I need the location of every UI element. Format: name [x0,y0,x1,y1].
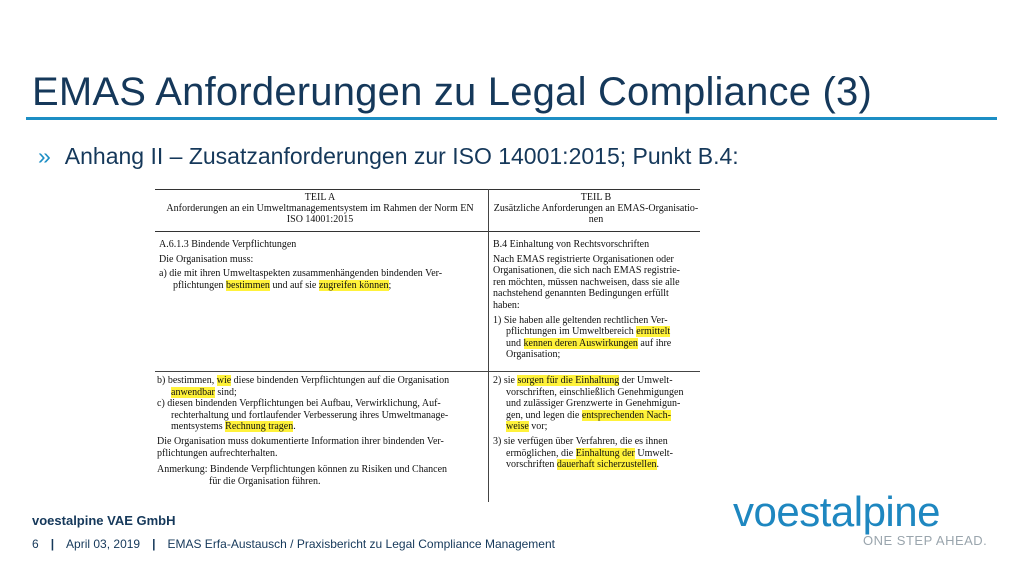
bullet-marker: » [38,143,51,169]
row-divider [155,371,700,372]
footer [32,537,555,551]
table-top-line [155,189,700,190]
footer-event: EMAS Erfa-Austausch / Praxisbericht zu Legal Compliance Management [167,537,555,551]
footer-separator: | [50,537,55,551]
table-header-line [155,231,700,232]
bullet-item [38,143,739,170]
company-name: voestalpine VAE GmbH [32,513,176,528]
footer-date: April 03, 2019 [66,537,141,551]
column-divider [488,189,489,502]
column-a-header: TEIL A Anforderungen an ein Umweltmanagementsystem im Rahmen der Norm EN ISO 14001:2015 [166,192,474,225]
section-a-items: b) bestimmen, wie diese bindenden Verpflichtungen auf die Organisation anwendbar sind; c) diesen bindenden Verpflichtungen bei Aufbau, Verwirklichung, Auf- rechterhaltung und fortlaufender Verbesserung ihres Umweltmanage- mentsystems Rechnung tragen. Die Organisation muss dokumentierte Information ihrer bindenden Ver- pflichtungen aufrechterhalten. Anmerkung: Bindende Verpflichtungen können zu Risiken und Chancen für die Organisation führen. [157,375,450,487]
footer-separator: | [152,537,156,551]
brand-slogan: ONE STEP AHEAD. [863,533,988,548]
slide-title: EMAS Anforderungen zu Legal Compliance (3) [32,70,872,114]
regulation-excerpt [155,186,700,502]
title-underline [26,117,997,120]
column-b-header: TEIL B Zusätzliche Anforderungen an EMAS-Organisatio- nen [493,192,699,225]
page-number: 6 [32,537,39,551]
section-a613: A.6.1.3 Bindende Verpflichtungen Die Organisation muss: a) die mit ihren Umweltaspekten zusammenhängenden bindenden Ver- pflichtungen bestimmen und auf sie zugreifen können; [159,239,443,291]
voestalpine-logo: voestalpine [733,488,940,535]
section-b4: B.4 Einhaltung von Rechtsvorschriften Nach EMAS registrierte Organisationen oder Organisationen, die sich nach EMAS registrie- ren möchten, müssen nachweisen, dass sie alle nachstehend genannten Bedingungen erfüllt haben: 1) Sie haben alle geltenden rechtlichen Ver- pflichtungen im Umweltbereich ermittelt und kennen deren Auswirkungen auf ihre Organisation; [493,239,680,361]
bullet-text: Anhang II – Zusatzanforderungen zur ISO 14001:2015; Punkt B.4: [64,143,739,169]
section-b-items: 2) sie sorgen für die Einhaltung der Umwelt- vorschriften, einschließlich Genehmigungen und zulässiger Grenzwerte in Genehmigun- gen, und legen die entsprechenden Nach- weise vor; 3) sie verfügen über Verfahren, die es ihnen ermöglichen, die Einhaltung der Umwelt- vorschriften dauerhaft sicherzustellen. [493,375,684,471]
